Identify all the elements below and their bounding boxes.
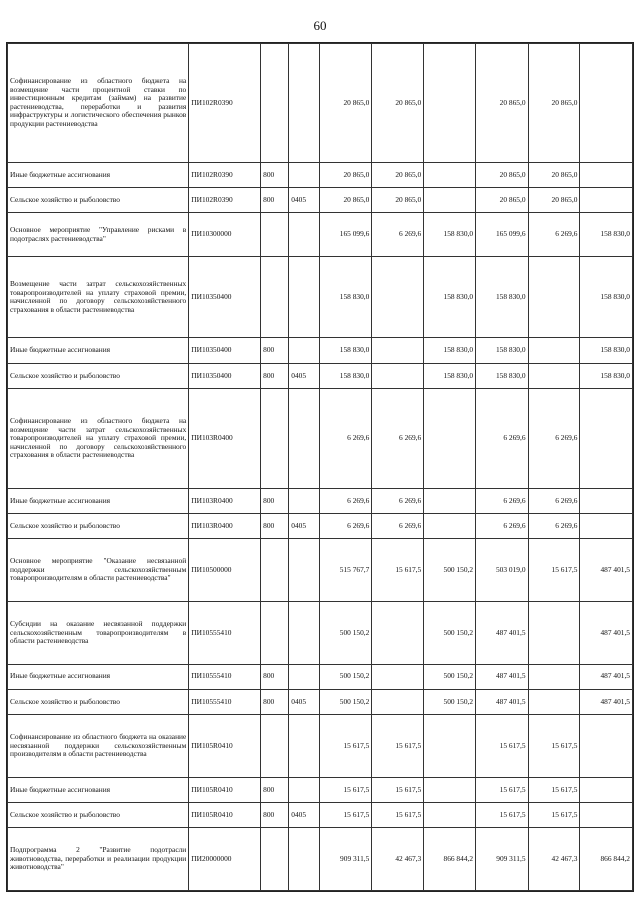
target-item-code-cell: ПИ103R0400 xyxy=(189,388,261,488)
regional-amount-cell xyxy=(372,664,424,689)
target-item-code-cell: ПИ10350400 xyxy=(189,257,261,338)
regional-amount-next-cell xyxy=(528,601,580,664)
target-item-code-cell: ПИ105R0410 xyxy=(189,715,261,778)
total-amount-cell: 6 269,6 xyxy=(320,488,372,513)
section-code-cell xyxy=(289,539,320,602)
federal-amount-next-cell xyxy=(580,715,633,778)
budget-table-frame xyxy=(6,42,634,892)
regional-amount-next-cell xyxy=(528,363,580,388)
federal-amount-next-cell: 158 830,0 xyxy=(580,363,633,388)
regional-amount-next-cell: 15 617,5 xyxy=(528,777,580,802)
expense-type-cell: 800 xyxy=(261,162,289,187)
regional-amount-cell xyxy=(372,363,424,388)
total-amount-next-cell: 165 099,6 xyxy=(476,213,528,257)
federal-amount-next-cell: 487 401,5 xyxy=(580,664,633,689)
federal-amount-next-cell: 158 830,0 xyxy=(580,213,633,257)
row-name-cell: Сельское хозяйство и рыболовство xyxy=(8,187,189,212)
section-code-cell: 0405 xyxy=(289,363,320,388)
expense-type-cell xyxy=(261,44,289,163)
federal-amount-cell: 158 830,0 xyxy=(424,363,476,388)
federal-amount-next-cell xyxy=(580,802,633,827)
regional-amount-cell: 15 617,5 xyxy=(372,715,424,778)
total-amount-next-cell: 15 617,5 xyxy=(476,715,528,778)
regional-amount-next-cell: 6 269,6 xyxy=(528,514,580,539)
table-row xyxy=(8,802,633,827)
row-name-cell: Сельское хозяйство и рыболовство xyxy=(8,514,189,539)
federal-amount-next-cell: 158 830,0 xyxy=(580,257,633,338)
total-amount-cell: 515 767,7 xyxy=(320,539,372,602)
row-name-cell: Основное мероприятие "Управление рисками в подотраслях растениеводства" xyxy=(8,213,189,257)
row-name-cell: Подпрограмма 2 "Развитие подотрасли животноводства, переработки и реализации продукции животноводства" xyxy=(8,828,189,891)
target-item-code-cell: ПИ102R0390 xyxy=(189,44,261,163)
regional-amount-cell: 6 269,6 xyxy=(372,388,424,488)
row-name-cell: Софинансирование из областного бюджета на возмещение части затрат сельскохозяйственных товаропроизводителей на уплату страховой премии, начисленной по договору сельскохозяйственного страхования в области растениеводства xyxy=(8,388,189,488)
row-name-cell: Сельское хозяйство и рыболовство xyxy=(8,689,189,714)
federal-amount-cell: 158 830,0 xyxy=(424,257,476,338)
regional-amount-cell: 15 617,5 xyxy=(372,802,424,827)
regional-amount-next-cell: 6 269,6 xyxy=(528,213,580,257)
regional-amount-cell xyxy=(372,601,424,664)
regional-amount-next-cell: 20 865,0 xyxy=(528,44,580,163)
federal-amount-next-cell xyxy=(580,488,633,513)
federal-amount-next-cell xyxy=(580,44,633,163)
total-amount-cell: 500 150,2 xyxy=(320,689,372,714)
section-code-cell xyxy=(289,162,320,187)
section-code-cell xyxy=(289,213,320,257)
expense-type-cell: 800 xyxy=(261,777,289,802)
regional-amount-cell: 15 617,5 xyxy=(372,539,424,602)
target-item-code-cell: ПИ10350400 xyxy=(189,338,261,363)
total-amount-cell: 20 865,0 xyxy=(320,44,372,163)
federal-amount-next-cell: 487 401,5 xyxy=(580,689,633,714)
total-amount-next-cell: 15 617,5 xyxy=(476,802,528,827)
federal-amount-cell: 500 150,2 xyxy=(424,601,476,664)
total-amount-next-cell: 158 830,0 xyxy=(476,363,528,388)
target-item-code-cell: ПИ102R0390 xyxy=(189,162,261,187)
federal-amount-cell xyxy=(424,514,476,539)
table-row xyxy=(8,514,633,539)
section-code-cell xyxy=(289,44,320,163)
total-amount-cell: 20 865,0 xyxy=(320,162,372,187)
total-amount-next-cell: 487 401,5 xyxy=(476,664,528,689)
federal-amount-cell xyxy=(424,802,476,827)
regional-amount-next-cell: 15 617,5 xyxy=(528,715,580,778)
table-row xyxy=(8,488,633,513)
federal-amount-cell xyxy=(424,44,476,163)
expense-type-cell: 800 xyxy=(261,802,289,827)
target-item-code-cell: ПИ20000000 xyxy=(189,828,261,891)
regional-amount-next-cell: 20 865,0 xyxy=(528,162,580,187)
target-item-code-cell: ПИ10555410 xyxy=(189,664,261,689)
federal-amount-cell: 158 830,0 xyxy=(424,213,476,257)
target-item-code-cell: ПИ10500000 xyxy=(189,539,261,602)
table-body xyxy=(8,44,633,891)
regional-amount-cell xyxy=(372,338,424,363)
section-code-cell xyxy=(289,664,320,689)
budget-table xyxy=(7,43,633,891)
section-code-cell: 0405 xyxy=(289,187,320,212)
row-name-cell: Софинансирование из областного бюджета на оказание несвязанной поддержки сельскохозяйственным производителям в области растениеводства xyxy=(8,715,189,778)
total-amount-cell: 165 099,6 xyxy=(320,213,372,257)
total-amount-next-cell: 487 401,5 xyxy=(476,601,528,664)
regional-amount-cell: 20 865,0 xyxy=(372,162,424,187)
total-amount-cell: 6 269,6 xyxy=(320,514,372,539)
target-item-code-cell: ПИ10300000 xyxy=(189,213,261,257)
expense-type-cell: 800 xyxy=(261,689,289,714)
section-code-cell: 0405 xyxy=(289,689,320,714)
regional-amount-cell xyxy=(372,689,424,714)
target-item-code-cell: ПИ105R0410 xyxy=(189,802,261,827)
total-amount-cell: 158 830,0 xyxy=(320,363,372,388)
table-row xyxy=(8,715,633,778)
row-name-cell: Софинансирование из областного бюджета на возмещение части процентной ставки по инвестиционным кредитам (займам) на развитие растениеводства, переработки и развития инфраструктуры и логистического обеспечения рынков продукции растениеводства xyxy=(8,44,189,163)
regional-amount-next-cell: 42 467,3 xyxy=(528,828,580,891)
federal-amount-next-cell: 487 401,5 xyxy=(580,539,633,602)
total-amount-cell: 15 617,5 xyxy=(320,715,372,778)
total-amount-next-cell: 20 865,0 xyxy=(476,187,528,212)
table-row xyxy=(8,601,633,664)
total-amount-cell: 15 617,5 xyxy=(320,777,372,802)
expense-type-cell xyxy=(261,539,289,602)
federal-amount-cell: 158 830,0 xyxy=(424,338,476,363)
federal-amount-cell xyxy=(424,777,476,802)
section-code-cell xyxy=(289,257,320,338)
federal-amount-cell: 500 150,2 xyxy=(424,664,476,689)
regional-amount-cell: 6 269,6 xyxy=(372,488,424,513)
page-number: 60 xyxy=(313,18,327,33)
table-row xyxy=(8,664,633,689)
table-row xyxy=(8,162,633,187)
expense-type-cell: 800 xyxy=(261,664,289,689)
target-item-code-cell: ПИ10555410 xyxy=(189,601,261,664)
table-row xyxy=(8,539,633,602)
federal-amount-cell: 500 150,2 xyxy=(424,689,476,714)
table-row xyxy=(8,187,633,212)
row-name-cell: Иные бюджетные ассигнования xyxy=(8,777,189,802)
expense-type-cell xyxy=(261,213,289,257)
expense-type-cell: 800 xyxy=(261,488,289,513)
total-amount-next-cell: 6 269,6 xyxy=(476,488,528,513)
section-code-cell xyxy=(289,601,320,664)
expense-type-cell xyxy=(261,715,289,778)
federal-amount-cell xyxy=(424,388,476,488)
target-item-code-cell: ПИ103R0400 xyxy=(189,514,261,539)
regional-amount-next-cell: 15 617,5 xyxy=(528,539,580,602)
regional-amount-next-cell xyxy=(528,689,580,714)
row-name-cell: Иные бюджетные ассигнования xyxy=(8,664,189,689)
expense-type-cell: 800 xyxy=(261,338,289,363)
regional-amount-cell xyxy=(372,257,424,338)
table-row xyxy=(8,257,633,338)
section-code-cell: 0405 xyxy=(289,802,320,827)
federal-amount-next-cell: 866 844,2 xyxy=(580,828,633,891)
expense-type-cell xyxy=(261,257,289,338)
table-row xyxy=(8,213,633,257)
row-name-cell: Возмещение части затрат сельскохозяйственных товаропроизводителей на уплату страховой премии, начисленной по договору сельскохозяйственного страхования в области растениеводства xyxy=(8,257,189,338)
regional-amount-next-cell: 15 617,5 xyxy=(528,802,580,827)
table-row xyxy=(8,44,633,163)
row-name-cell: Иные бюджетные ассигнования xyxy=(8,338,189,363)
row-name-cell: Иные бюджетные ассигнования xyxy=(8,162,189,187)
federal-amount-next-cell: 487 401,5 xyxy=(580,601,633,664)
federal-amount-cell xyxy=(424,715,476,778)
row-name-cell: Основное мероприятие "Оказание несвязанной поддержки сельскохозяйственным товаропроизводителям в области растениеводства" xyxy=(8,539,189,602)
total-amount-next-cell: 158 830,0 xyxy=(476,257,528,338)
row-name-cell: Субсидии на оказание несвязанной поддержки сельскохозяйственным товаропроизводителям в области растениеводства xyxy=(8,601,189,664)
total-amount-cell: 15 617,5 xyxy=(320,802,372,827)
federal-amount-cell: 866 844,2 xyxy=(424,828,476,891)
federal-amount-next-cell xyxy=(580,514,633,539)
federal-amount-cell xyxy=(424,488,476,513)
regional-amount-next-cell: 6 269,6 xyxy=(528,388,580,488)
total-amount-cell: 20 865,0 xyxy=(320,187,372,212)
total-amount-next-cell: 909 311,5 xyxy=(476,828,528,891)
total-amount-next-cell: 6 269,6 xyxy=(476,514,528,539)
regional-amount-cell: 15 617,5 xyxy=(372,777,424,802)
total-amount-next-cell: 158 830,0 xyxy=(476,338,528,363)
target-item-code-cell: ПИ102R0390 xyxy=(189,187,261,212)
federal-amount-next-cell: 158 830,0 xyxy=(580,338,633,363)
target-item-code-cell: ПИ105R0410 xyxy=(189,777,261,802)
total-amount-cell: 158 830,0 xyxy=(320,257,372,338)
federal-amount-next-cell xyxy=(580,187,633,212)
total-amount-cell: 6 269,6 xyxy=(320,388,372,488)
section-code-cell xyxy=(289,488,320,513)
federal-amount-cell xyxy=(424,187,476,212)
regional-amount-cell: 20 865,0 xyxy=(372,44,424,163)
total-amount-next-cell: 487 401,5 xyxy=(476,689,528,714)
regional-amount-next-cell: 20 865,0 xyxy=(528,187,580,212)
table-row xyxy=(8,363,633,388)
regional-amount-cell: 6 269,6 xyxy=(372,213,424,257)
total-amount-cell: 500 150,2 xyxy=(320,601,372,664)
federal-amount-cell xyxy=(424,162,476,187)
regional-amount-cell: 42 467,3 xyxy=(372,828,424,891)
row-name-cell: Сельское хозяйство и рыболовство xyxy=(8,363,189,388)
expense-type-cell xyxy=(261,388,289,488)
total-amount-next-cell: 15 617,5 xyxy=(476,777,528,802)
expense-type-cell xyxy=(261,828,289,891)
regional-amount-cell: 6 269,6 xyxy=(372,514,424,539)
expense-type-cell: 800 xyxy=(261,514,289,539)
total-amount-cell: 158 830,0 xyxy=(320,338,372,363)
table-row xyxy=(8,689,633,714)
federal-amount-next-cell xyxy=(580,777,633,802)
regional-amount-next-cell xyxy=(528,257,580,338)
table-row xyxy=(8,388,633,488)
section-code-cell xyxy=(289,777,320,802)
row-name-cell: Иные бюджетные ассигнования xyxy=(8,488,189,513)
expense-type-cell xyxy=(261,601,289,664)
regional-amount-next-cell xyxy=(528,338,580,363)
regional-amount-next-cell xyxy=(528,664,580,689)
target-item-code-cell: ПИ10555410 xyxy=(189,689,261,714)
section-code-cell xyxy=(289,715,320,778)
total-amount-cell: 500 150,2 xyxy=(320,664,372,689)
total-amount-next-cell: 503 019,0 xyxy=(476,539,528,602)
total-amount-cell: 909 311,5 xyxy=(320,828,372,891)
table-row xyxy=(8,777,633,802)
table-row xyxy=(8,338,633,363)
regional-amount-cell: 20 865,0 xyxy=(372,187,424,212)
total-amount-next-cell: 20 865,0 xyxy=(476,162,528,187)
federal-amount-next-cell xyxy=(580,162,633,187)
row-name-cell: Сельское хозяйство и рыболовство xyxy=(8,802,189,827)
expense-type-cell: 800 xyxy=(261,187,289,212)
section-code-cell xyxy=(289,388,320,488)
expense-type-cell: 800 xyxy=(261,363,289,388)
total-amount-next-cell: 6 269,6 xyxy=(476,388,528,488)
section-code-cell xyxy=(289,338,320,363)
total-amount-next-cell: 20 865,0 xyxy=(476,44,528,163)
federal-amount-next-cell xyxy=(580,388,633,488)
target-item-code-cell: ПИ103R0400 xyxy=(189,488,261,513)
table-row xyxy=(8,828,633,891)
target-item-code-cell: ПИ10350400 xyxy=(189,363,261,388)
section-code-cell xyxy=(289,828,320,891)
regional-amount-next-cell: 6 269,6 xyxy=(528,488,580,513)
federal-amount-cell: 500 150,2 xyxy=(424,539,476,602)
section-code-cell: 0405 xyxy=(289,514,320,539)
